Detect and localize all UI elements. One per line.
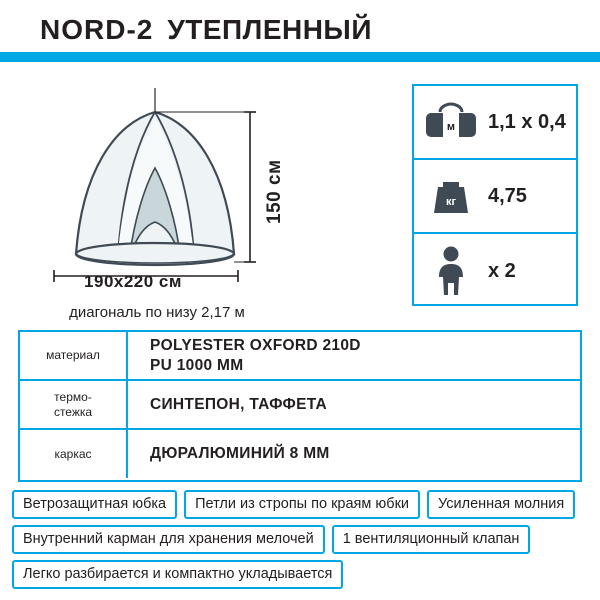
packed-size-value: 1,1 x 0,4 (488, 110, 566, 133)
material-value-line1: POLYESTER OXFORD 210D (150, 337, 361, 355)
spec-row-weight (414, 160, 576, 234)
frame-row-value (128, 430, 580, 478)
thermo-row-label (20, 381, 128, 428)
thermo-label-line1: термо- (54, 389, 92, 404)
material-label-line1: материал (46, 348, 100, 362)
table-row (20, 430, 580, 478)
feature-row (6, 490, 596, 519)
feature-tag: Усиленная молния (427, 490, 575, 519)
spec-row-packed-size (414, 86, 576, 160)
capacity-value: x 2 (488, 259, 516, 282)
feature-row (6, 525, 596, 554)
weight-icon (414, 174, 488, 218)
feature-tag: Внутренний карман для хранения мелочей (12, 525, 325, 554)
thermo-value-line1: СИНТЕПОН, ТАФФЕТА (150, 395, 328, 413)
header (0, 0, 600, 62)
feature-tag: 1 вентиляционный клапан (332, 525, 531, 554)
thermo-row-value (128, 381, 580, 428)
tent-drawing (18, 76, 308, 326)
weight-value: 4,75 (488, 184, 527, 207)
product-subtitle: УТЕПЛЕННЫЙ (167, 14, 372, 45)
frame-value-line1: ДЮРАЛЮМИНИЙ 8 ММ (150, 445, 330, 463)
table-row (20, 381, 580, 430)
product-model: NORD-2 (40, 14, 154, 45)
diagonal-label: диагональ по низу 2,17 м (69, 304, 245, 321)
material-row-value (128, 332, 580, 379)
feature-tag: Ветрозащитная юбка (12, 490, 177, 519)
bag-icon (414, 102, 488, 142)
feature-tag: Петли из стропы по краям юбки (184, 490, 420, 519)
frame-label-line1: каркас (54, 446, 92, 461)
frame-row-label (20, 430, 128, 478)
feature-row (6, 560, 596, 589)
materials-table (18, 330, 582, 482)
height-dimension-label: 150 см (264, 159, 285, 224)
spec-row-capacity (414, 234, 576, 308)
spec-box (412, 84, 578, 306)
table-row (20, 332, 580, 381)
material-value-line2: PU 1000 ММ (150, 356, 244, 374)
feature-tag: Легко разбирается и компактно укладывается (12, 560, 343, 589)
thermo-label-line2: стежка (53, 404, 93, 419)
page-title (40, 14, 372, 46)
feature-tags (6, 490, 596, 595)
person-icon (414, 245, 488, 297)
base-dimension-label: 190x220 см (84, 272, 182, 291)
svg-text:кг: кг (445, 196, 457, 208)
svg-text:м: м (446, 121, 456, 133)
material-row-label (20, 332, 128, 379)
